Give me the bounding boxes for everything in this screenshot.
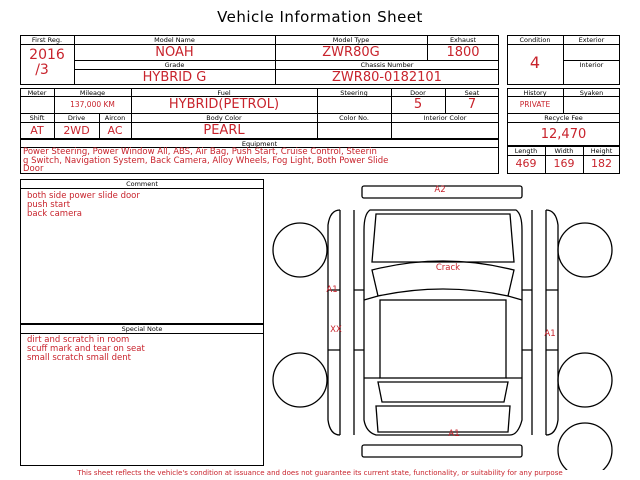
condition-value: 4 bbox=[529, 53, 541, 72]
shift-label: Shift bbox=[29, 114, 45, 122]
shift-value: AT bbox=[30, 124, 44, 137]
special-note-line: dirt and scratch in room bbox=[27, 335, 130, 345]
mark-hood: Crack bbox=[435, 263, 461, 273]
comment-text bbox=[27, 192, 257, 219]
model-name-value: NOAH bbox=[155, 45, 194, 60]
grade-label: Grade bbox=[164, 61, 185, 69]
interior-label: Interior bbox=[579, 61, 604, 69]
fuel-label: Fuel bbox=[217, 89, 231, 97]
width-label: Width bbox=[554, 147, 574, 155]
first-reg-label: First Reg. bbox=[31, 36, 63, 44]
special-note-text bbox=[27, 336, 257, 363]
color-no-label: Color No. bbox=[339, 114, 369, 122]
recycle-fee-label: Recycle Fee bbox=[544, 114, 583, 122]
drive-value: 2WD bbox=[63, 124, 90, 137]
body-color-value: PEARL bbox=[203, 123, 245, 138]
mark-rear: A1 bbox=[448, 429, 460, 439]
height-label: Height bbox=[590, 147, 613, 155]
condition-label: Condition bbox=[519, 36, 551, 44]
exhaust-label: Exhaust bbox=[449, 36, 477, 44]
chassis-number-label: Chassis Number bbox=[360, 61, 414, 69]
special-note-label: Special Note bbox=[121, 325, 163, 333]
comment-label: Comment bbox=[126, 180, 158, 188]
history-value: PRIVATE bbox=[519, 100, 551, 109]
equipment-text bbox=[23, 148, 497, 174]
aircon-label: Aircon bbox=[104, 114, 126, 122]
comment-line: back camera bbox=[27, 209, 82, 219]
chassis-number-value: ZWR80-0182101 bbox=[332, 70, 442, 85]
fuel-value: HYBRID(PETROL) bbox=[168, 97, 280, 112]
comment-line: push start bbox=[27, 200, 71, 210]
equipment-line: Door bbox=[23, 164, 44, 175]
seat-value: 7 bbox=[467, 97, 477, 112]
equipment-line: g Switch, Navigation System, Back Camera, Alloy Wheels, Fog Light, Both Power Slide bbox=[23, 155, 389, 166]
recycle-fee-value: 12,470 bbox=[540, 127, 587, 142]
drive-label: Drive bbox=[67, 114, 86, 122]
exterior-label: Exterior bbox=[578, 36, 605, 44]
comment-line: both side power slide door bbox=[27, 191, 140, 201]
mark-right-rear: A1 bbox=[544, 329, 556, 339]
mark-left-front: A1 bbox=[326, 285, 338, 295]
special-note-line: scuff mark and tear on seat bbox=[27, 344, 145, 354]
door-label: Door bbox=[410, 89, 426, 97]
disclaimer-footer: This sheet reflects the vehicle's condition at issuance and does not guarantee its current state, functionality, or suitability for any purpose bbox=[77, 469, 563, 477]
interior-color-label: Interior Color bbox=[423, 114, 467, 122]
door-value: 5 bbox=[413, 97, 423, 112]
sheet-title: Vehicle Information Sheet bbox=[217, 8, 423, 26]
aircon-value: AC bbox=[107, 124, 123, 137]
model-name-label: Model Name bbox=[154, 36, 195, 44]
seat-label: Seat bbox=[464, 89, 480, 97]
grade-value: HYBRID G bbox=[142, 70, 207, 85]
exhaust-value: 1800 bbox=[446, 45, 480, 60]
height-value: 182 bbox=[591, 157, 612, 170]
mileage-label: Mileage bbox=[79, 89, 106, 97]
mark-left-door: XX bbox=[330, 325, 342, 335]
equipment-label: Equipment bbox=[241, 140, 278, 148]
syaken-label: Syaken bbox=[579, 89, 604, 97]
width-value: 169 bbox=[553, 157, 575, 170]
meter-label: Meter bbox=[27, 89, 47, 97]
mileage-value: 137,000 KM bbox=[70, 100, 115, 109]
equipment-line: Power Steering, Power Window All, ABS, Air Bag, Push Start, Cruise Control, Steerin bbox=[23, 147, 377, 157]
mark-front: A2 bbox=[434, 185, 446, 195]
model-type-label: Model Type bbox=[332, 36, 370, 44]
body-color-label: Body Color bbox=[206, 114, 242, 122]
history-label: History bbox=[523, 89, 547, 97]
length-value: 469 bbox=[515, 157, 537, 170]
first-reg-year: 2016 bbox=[29, 47, 65, 63]
car-damage-diagram bbox=[270, 180, 620, 470]
special-note-line: small scratch small dent bbox=[27, 353, 131, 363]
length-label: Length bbox=[514, 147, 538, 155]
steering-label: Steering bbox=[340, 89, 368, 97]
first-reg-month: /3 bbox=[35, 62, 49, 78]
model-type-value: ZWR80G bbox=[322, 45, 380, 60]
